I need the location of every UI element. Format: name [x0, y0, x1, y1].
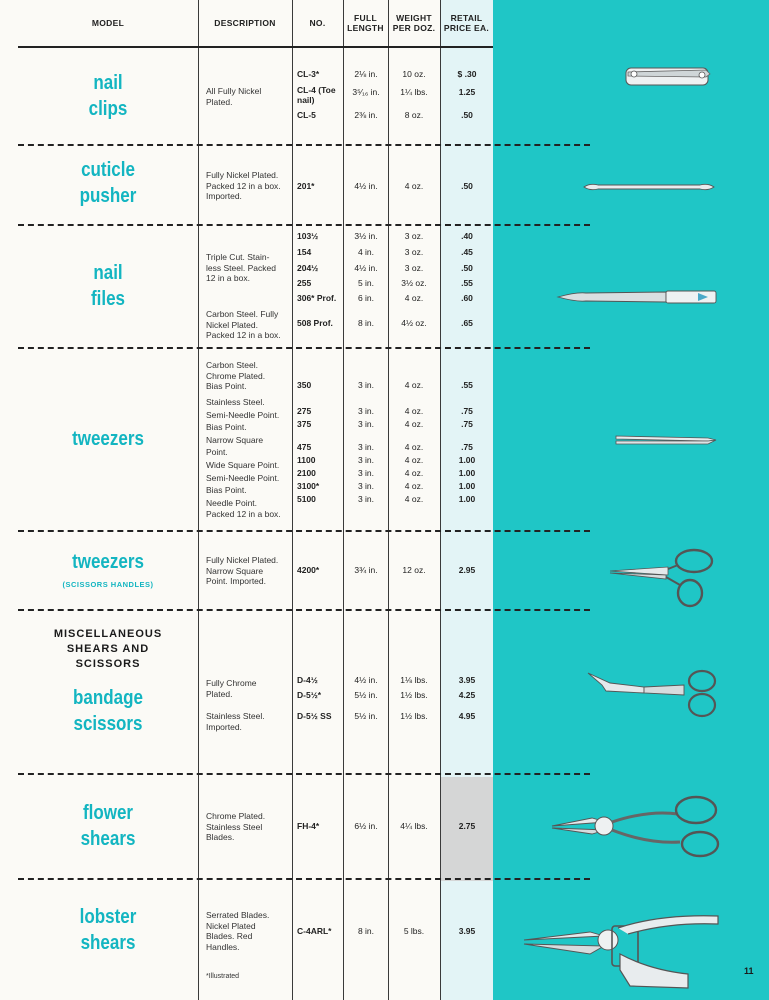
model-tweezers-scissors: tweezers — [72, 551, 144, 573]
price: 4.95 — [458, 711, 476, 721]
header-weight: WEIGHT PER DOZ. — [392, 13, 436, 33]
header-length: FULL LENGTH — [347, 13, 384, 33]
model-number: CL-5 — [297, 110, 316, 120]
model-nail-clips: nail clips — [88, 72, 128, 120]
length: 5½ in. — [354, 711, 378, 721]
flower-shears-icon — [548, 792, 722, 864]
model-number: 1100 — [297, 455, 316, 465]
section-divider — [18, 224, 590, 226]
weight: 4 oz. — [404, 481, 424, 491]
header-model: MODEL — [91, 18, 125, 28]
price: .45 — [461, 247, 473, 257]
model-number: 255 — [297, 278, 312, 288]
length: 2⅜ in. — [354, 110, 378, 120]
length: 3 in. — [357, 481, 375, 491]
length: 3⁵⁄₁₆ in. — [352, 87, 380, 97]
price: .50 — [461, 110, 473, 120]
length: 8 in. — [357, 926, 375, 936]
weight: 3 oz. — [404, 263, 424, 273]
model-number: FH-4* — [297, 821, 320, 831]
section-divider — [18, 530, 590, 532]
price: 2.75 — [458, 821, 476, 831]
price: .55 — [461, 278, 473, 288]
length: 3 in. — [357, 419, 375, 429]
weight: 4 oz. — [404, 181, 424, 191]
model-number: 375 — [297, 419, 312, 429]
weight: 3 oz. — [404, 231, 424, 241]
price: .75 — [461, 419, 473, 429]
description: Packed 12 in a box. — [206, 509, 281, 519]
length: 3 in. — [357, 380, 375, 390]
price: $ .30 — [457, 69, 477, 79]
model-number: 5100 — [297, 494, 316, 504]
length: 3 in. — [357, 406, 375, 416]
description: Triple Cut. Stain- less Steel. Packed 12 in a box. — [206, 252, 276, 283]
cuticle-pusher-icon — [580, 180, 718, 194]
price: .55 — [461, 380, 473, 390]
price: 1.25 — [458, 87, 476, 97]
model-number: 350 — [297, 380, 312, 390]
nail-clipper-icon — [622, 62, 718, 90]
price: .75 — [461, 406, 473, 416]
lobster-shears-icon — [520, 910, 724, 992]
model-lobster-shears: lobster shears — [79, 906, 137, 954]
length: 6 in. — [357, 293, 375, 303]
weight: 3 oz. — [404, 247, 424, 257]
model-number: 306* Prof. — [297, 293, 337, 303]
model-nail-files: nail files — [90, 262, 126, 310]
col-divider — [292, 0, 293, 1000]
length: 4½ in. — [354, 263, 378, 273]
footnote: *Illustrated — [206, 973, 240, 980]
length: 3 in. — [357, 494, 375, 504]
price: .50 — [461, 263, 473, 273]
length: 4½ in. — [354, 675, 378, 685]
price: .40 — [461, 231, 473, 241]
model-cuticle-pusher: cuticle pusher — [79, 159, 137, 207]
weight: 4½ oz. — [401, 318, 427, 328]
model-tweezers: tweezers — [72, 428, 144, 450]
length: 5 in. — [357, 278, 375, 288]
description: Serrated Blades. Nickel Plated Blades. Red Handles. — [206, 910, 270, 952]
price: 1.00 — [458, 468, 476, 478]
price: 4.25 — [458, 690, 476, 700]
price: 3.95 — [458, 675, 476, 685]
page-number: 11 — [744, 966, 754, 976]
weight: 4 oz. — [404, 293, 424, 303]
price: .65 — [461, 318, 473, 328]
model-number: CL-3* — [297, 69, 320, 79]
header-description: DESCRIPTION — [214, 18, 276, 28]
length: 2⅛ in. — [354, 69, 378, 79]
model-bandage-scissors: bandage scissors — [73, 687, 143, 735]
description: All Fully Nickel Plated. — [206, 86, 262, 107]
col-divider — [198, 0, 199, 1000]
weight: 4 oz. — [404, 406, 424, 416]
section-divider — [18, 347, 590, 349]
model-number: C-4ARL* — [297, 926, 332, 936]
model-number: 475 — [297, 442, 312, 452]
description: Fully Nickel Plated. Narrow Square Point. Imported. — [206, 555, 279, 586]
section-divider — [18, 878, 590, 880]
description: Fully Nickel Plated. Packed 12 in a box. Imported. — [206, 170, 281, 201]
weight: 10 oz. — [402, 69, 426, 79]
model-number: 103½ — [297, 231, 319, 241]
scissor-handle-tweezers-icon — [606, 545, 718, 611]
nail-file-icon — [556, 287, 720, 307]
description: Carbon Steel. Fully Nickel Plated. Packed 12 in a box. — [206, 309, 281, 340]
length: 4½ in. — [354, 181, 378, 191]
weight: 4¼ lbs. — [400, 821, 428, 831]
col-divider — [343, 0, 344, 1000]
price: 1.00 — [458, 455, 476, 465]
length: 3 in. — [357, 468, 375, 478]
model-number: 204½ — [297, 263, 319, 273]
price: 3.95 — [458, 926, 476, 936]
length: 3 in. — [357, 455, 375, 465]
weight: 4 oz. — [404, 380, 424, 390]
length: 6½ in. — [354, 821, 378, 831]
model-number: CL-4 (Toe nail) — [297, 85, 336, 105]
length: 4 in. — [357, 247, 375, 257]
price: 1.00 — [458, 494, 476, 504]
price: .60 — [461, 293, 473, 303]
header-price: RETAIL PRICE EA. — [443, 13, 490, 33]
tweezers-icon — [612, 430, 720, 450]
length: 3¾ in. — [354, 565, 378, 575]
model-number: 3100* — [297, 481, 320, 491]
weight: 3½ oz. — [401, 278, 427, 288]
model-number: 2100 — [297, 468, 316, 478]
price: .75 — [461, 442, 473, 452]
misc-heading: MISCELLANEOUS SHEARS AND SCISSORS — [53, 628, 163, 670]
weight: 12 oz. — [402, 565, 426, 575]
weight: 1½ lbs. — [400, 690, 428, 700]
bandage-scissors-icon — [584, 665, 720, 721]
header-no: NO. — [309, 18, 326, 28]
weight: 5 lbs. — [403, 926, 425, 936]
description: Fully Chrome Plated. — [206, 678, 257, 699]
section-divider — [18, 144, 590, 146]
price: .50 — [461, 181, 473, 191]
weight: 1¼ lbs. — [400, 87, 428, 97]
model-number: 154 — [297, 247, 312, 257]
length: 3½ in. — [354, 231, 378, 241]
length: 3 in. — [357, 442, 375, 452]
weight: 8 oz. — [404, 110, 424, 120]
section-divider — [18, 609, 590, 611]
model-number: 201* — [297, 181, 315, 191]
weight: 1½ lbs. — [400, 711, 428, 721]
model-number: 4200* — [297, 565, 320, 575]
price: 2.95 — [458, 565, 476, 575]
model-flower-shears: flower shears — [80, 802, 136, 850]
price: 1.00 — [458, 481, 476, 491]
description: Stainless Steel. Imported. — [206, 711, 265, 732]
weight: 4 oz. — [404, 455, 424, 465]
weight: 4 oz. — [404, 494, 424, 504]
model-number: D-4½ — [297, 675, 318, 685]
model-subtitle: (SCISSORS HANDLES) — [62, 580, 154, 589]
model-number: D-5½ SS — [297, 711, 332, 721]
model-number: 275 — [297, 406, 312, 416]
model-number: 508 Prof. — [297, 318, 333, 328]
section-divider — [18, 773, 590, 775]
model-number: D-5½* — [297, 690, 322, 700]
description: Stainless Steel. Semi-Needle Point. Bias Point. Narrow Square Point. Wide Square Point. Semi-Needle Point. Bias Point. Needle Point. — [206, 397, 280, 508]
weight: 4 oz. — [404, 419, 424, 429]
length: 8 in. — [357, 318, 375, 328]
description: Chrome Plated. Stainless Steel Blades. — [206, 811, 266, 842]
description: Carbon Steel. Chrome Plated. Bias Point. — [206, 360, 266, 391]
length: 5½ in. — [354, 690, 378, 700]
header-rule — [18, 46, 493, 48]
weight: 4 oz. — [404, 442, 424, 452]
weight: 1⅛ lbs. — [400, 675, 428, 685]
weight: 4 oz. — [404, 468, 424, 478]
